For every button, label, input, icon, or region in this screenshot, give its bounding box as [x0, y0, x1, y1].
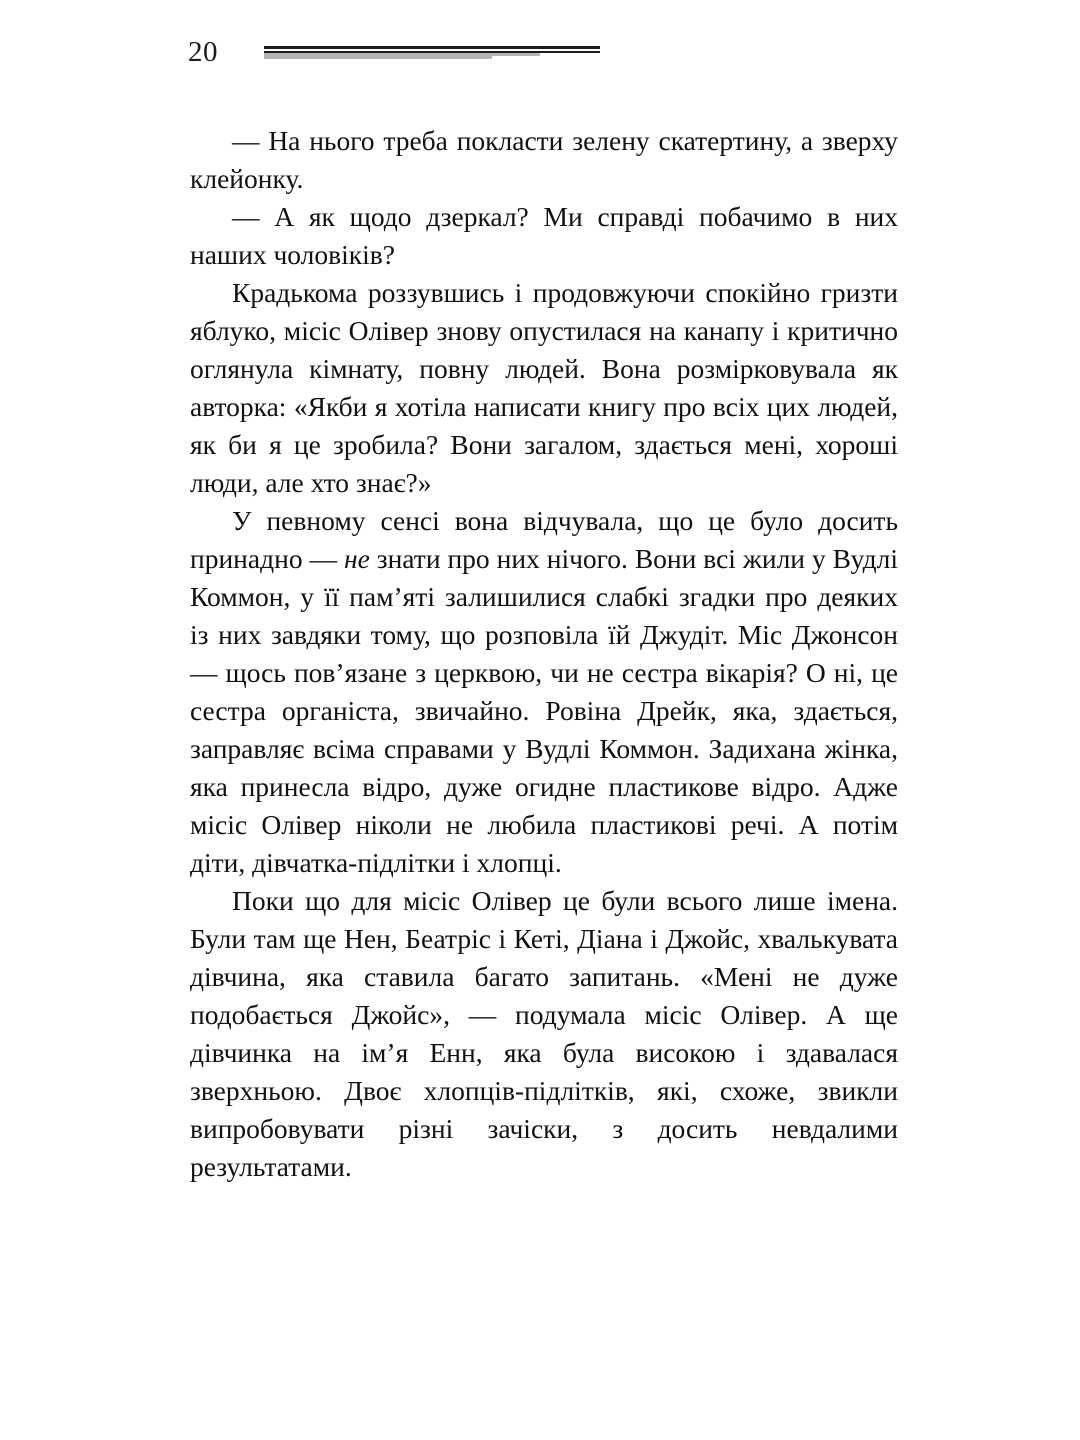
paragraph-narrative-3: Поки що для місіс Олівер це були всього лише імена. Були там ще Нен, Беатріс і Кеті, Діана і Джойс, хвалькувата дівчина, яка ставила багато запитань. «Мені не дуже подобається Джойс», — подумала місіс Олівер. А ще дівчинка на ім’я Енн, яка була високою і здавалася зверхньою. Двоє хлопців-підлітків, які, схоже, звикли випробовувати різні зачіски, з досить невдалими результатами. [190, 885, 898, 1182]
paragraph-text-before-emphasis: У певному сенсі вона відчувала, що це було досить принадно — [190, 505, 898, 574]
running-head [188, 36, 900, 76]
header-decorative-rule [264, 36, 600, 59]
paragraph-narrative-1: Крадькома роззувшись і продовжуючи спокійно гризти яблуко, місіс Олівер знову опустилася на канапу і критично оглянула кімнату, повну людей. Вона розмірковувала як авторка: «Якби я хотіла написати книгу про всіх цих людей, як би я це зробила? Вони загалом, здається мені, хороші люди, але хто знає?» [190, 277, 898, 498]
emphasized-word: не [343, 543, 370, 574]
paragraph-dialogue-2: — А як щодо дзеркал? Ми справді побачимо в них наших чоловіків? [190, 201, 898, 270]
page-number: 20 [188, 36, 218, 68]
rule-line-4 [264, 56, 492, 59]
paragraph-text-after-emphasis: знати про них нічого. Вони всі жили у Вудлі Коммон, у її пам’яті залишилися слабкі згадки про деяких із них завдяки тому, що розповіла їй Джудіт. Міс Джонсон — щось пов’язане з церквою, чи не сестра вікарія? О ні, це сестра органіста, звичайно. Ровіна Дрейк, яка, здається, заправляє всіма справами у Вудлі Коммон. Задихана жінка, яка принесла відро, дуже огидне пластикове відро. Адже місіс Олівер ніколи не любила пластикові речі. А потім діти, дівчатка-підлітки і хлопці. [190, 543, 898, 878]
body-text-column [190, 122, 898, 1186]
paragraph-narrative-2 [190, 502, 898, 882]
paragraph-dialogue-1: — На нього треба покласти зелену скатертину, а зверху клейонку. [190, 125, 898, 194]
